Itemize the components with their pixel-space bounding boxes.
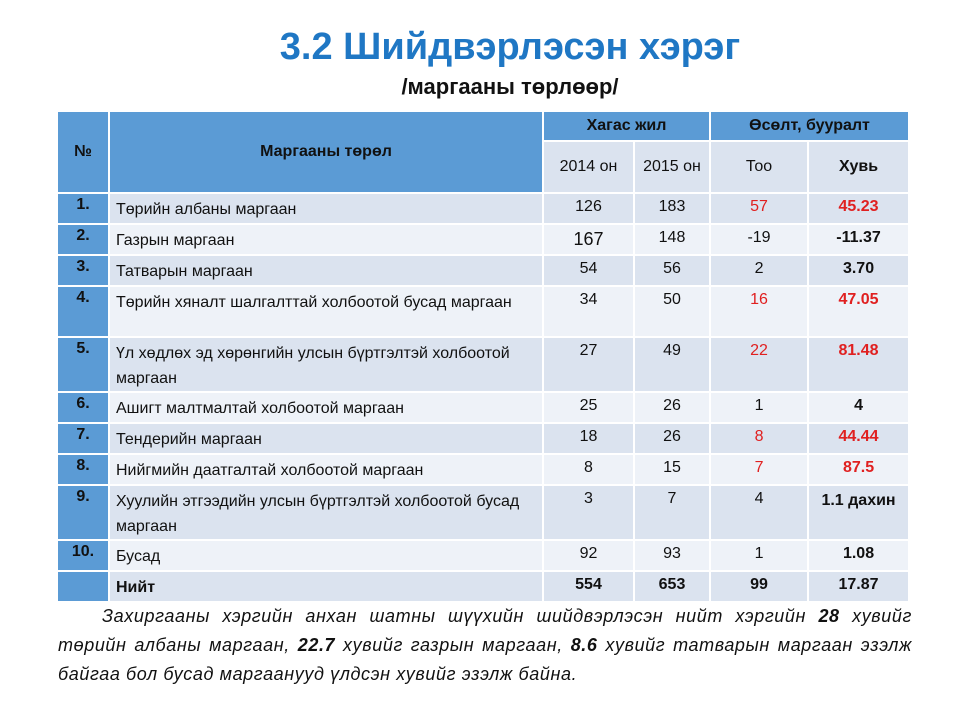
row-count: 4: [710, 485, 808, 540]
table-row: [57, 540, 909, 571]
row-2014: 92: [543, 540, 634, 571]
row-2014: 27: [543, 337, 634, 392]
row-2014: 126: [543, 193, 634, 224]
row-share: -11.37: [808, 224, 909, 255]
header-2015: 2015 он: [634, 141, 710, 193]
row-2014: 54: [543, 255, 634, 286]
row-2015: 26: [634, 392, 710, 423]
row-2015: 183: [634, 193, 710, 224]
row-number: 6.: [57, 392, 109, 423]
header-type: Маргааны төрөл: [109, 111, 543, 193]
row-2015: 49: [634, 337, 710, 392]
row-type: Тендерийн маргаан: [109, 423, 543, 454]
table-row: [57, 423, 909, 454]
row-share: 1.08: [808, 540, 909, 571]
row-count: 1: [710, 392, 808, 423]
row-number: 4.: [57, 286, 109, 337]
table-row: [57, 255, 909, 286]
table-row: [57, 286, 909, 337]
summary-value: 8.6: [570, 635, 598, 655]
row-number: 10.: [57, 540, 109, 571]
row-2015: 7: [634, 485, 710, 540]
page-subtitle: /маргааны төрлөөр/: [401, 74, 619, 99]
page-title: 3.2 Шийдвэрлэсэн хэрэг: [279, 26, 741, 68]
row-type: Татварын маргаан: [109, 255, 543, 286]
disputes-table: [56, 110, 910, 603]
table-row: [57, 193, 909, 224]
header-half-year: Хагас жил: [543, 111, 710, 141]
row-number: 8.: [57, 454, 109, 485]
header-share: Хувь: [808, 141, 909, 193]
row-2015: 148: [634, 224, 710, 255]
row-number: 7.: [57, 423, 109, 454]
total-2015: 653: [634, 571, 710, 602]
row-share: 47.05: [808, 286, 909, 337]
row-count: 2: [710, 255, 808, 286]
row-2015: 56: [634, 255, 710, 286]
row-type: Үл хөдлөх эд хөрөнгийн улсын бүртгэлтэй холбоотой маргаан: [109, 337, 543, 392]
summary-text: хувийг газрын маргаан,: [335, 635, 571, 655]
row-number: [57, 571, 109, 602]
summary-text: Захиргааны хэргийн анхан шатны шүүхийн шийдвэрлэсэн нийт хэргийн: [102, 606, 819, 626]
row-number: 9.: [57, 485, 109, 540]
summary-text: хувийг татварын маргаан эзэлж байгаа бол бусад маргаанууд үлдсэн хувийг эзэлж байна.: [58, 635, 912, 684]
row-count: 16: [710, 286, 808, 337]
summary-text: хувийг төрийн албаны маргаан,: [58, 606, 912, 655]
summary-value: 28: [818, 606, 840, 626]
row-2015: 50: [634, 286, 710, 337]
table-row: [57, 454, 909, 485]
total-share: 17.87: [808, 571, 909, 602]
row-type: Бусад: [109, 540, 543, 571]
row-share: 81.48: [808, 337, 909, 392]
header-count: Тоо: [710, 141, 808, 193]
total-label: Нийт: [109, 571, 543, 602]
row-share: 45.23: [808, 193, 909, 224]
row-type: Газрын маргаан: [109, 224, 543, 255]
row-2014: 18: [543, 423, 634, 454]
row-type: Төрийн хяналт шалгалттай холбоотой бусад маргаан: [109, 286, 543, 337]
row-share: 87.5: [808, 454, 909, 485]
row-number: 2.: [57, 224, 109, 255]
row-share: 44.44: [808, 423, 909, 454]
row-count: 22: [710, 337, 808, 392]
total-count: 99: [710, 571, 808, 602]
header-change: Өсөлт, бууралт: [710, 111, 909, 141]
total-2014: 554: [543, 571, 634, 602]
table-row: [57, 337, 909, 392]
table-row: [57, 485, 909, 540]
row-type: Ашигт малтмалтай холбоотой маргаан: [109, 392, 543, 423]
row-count: -19: [710, 224, 808, 255]
row-count: 1: [710, 540, 808, 571]
row-2014: 167: [543, 224, 634, 255]
row-share: 1.1 дахин: [808, 485, 909, 540]
row-count: 7: [710, 454, 808, 485]
row-2014: 34: [543, 286, 634, 337]
row-2014: 25: [543, 392, 634, 423]
header-no: №: [57, 111, 109, 193]
row-share: 3.70: [808, 255, 909, 286]
row-2014: 3: [543, 485, 634, 540]
row-2015: 93: [634, 540, 710, 571]
table-row: [57, 392, 909, 423]
summary-value: 22.7: [297, 635, 336, 655]
row-2014: 8: [543, 454, 634, 485]
row-type: Хуулийн этгээдийн улсын бүртгэлтэй холбоотой бусад маргаан: [109, 485, 543, 540]
header-2014: 2014 он: [543, 141, 634, 193]
row-share: 4: [808, 392, 909, 423]
row-count: 8: [710, 423, 808, 454]
row-count: 57: [710, 193, 808, 224]
row-number: 5.: [57, 337, 109, 392]
row-type: Нийгмийн даатгалтай холбоотой маргаан: [109, 454, 543, 485]
row-type: Төрийн албаны маргаан: [109, 193, 543, 224]
row-2015: 15: [634, 454, 710, 485]
row-number: 3.: [57, 255, 109, 286]
row-2015: 26: [634, 423, 710, 454]
summary-paragraph: [58, 602, 912, 689]
table-row: [57, 224, 909, 255]
total-row: [57, 571, 909, 602]
row-number: 1.: [57, 193, 109, 224]
